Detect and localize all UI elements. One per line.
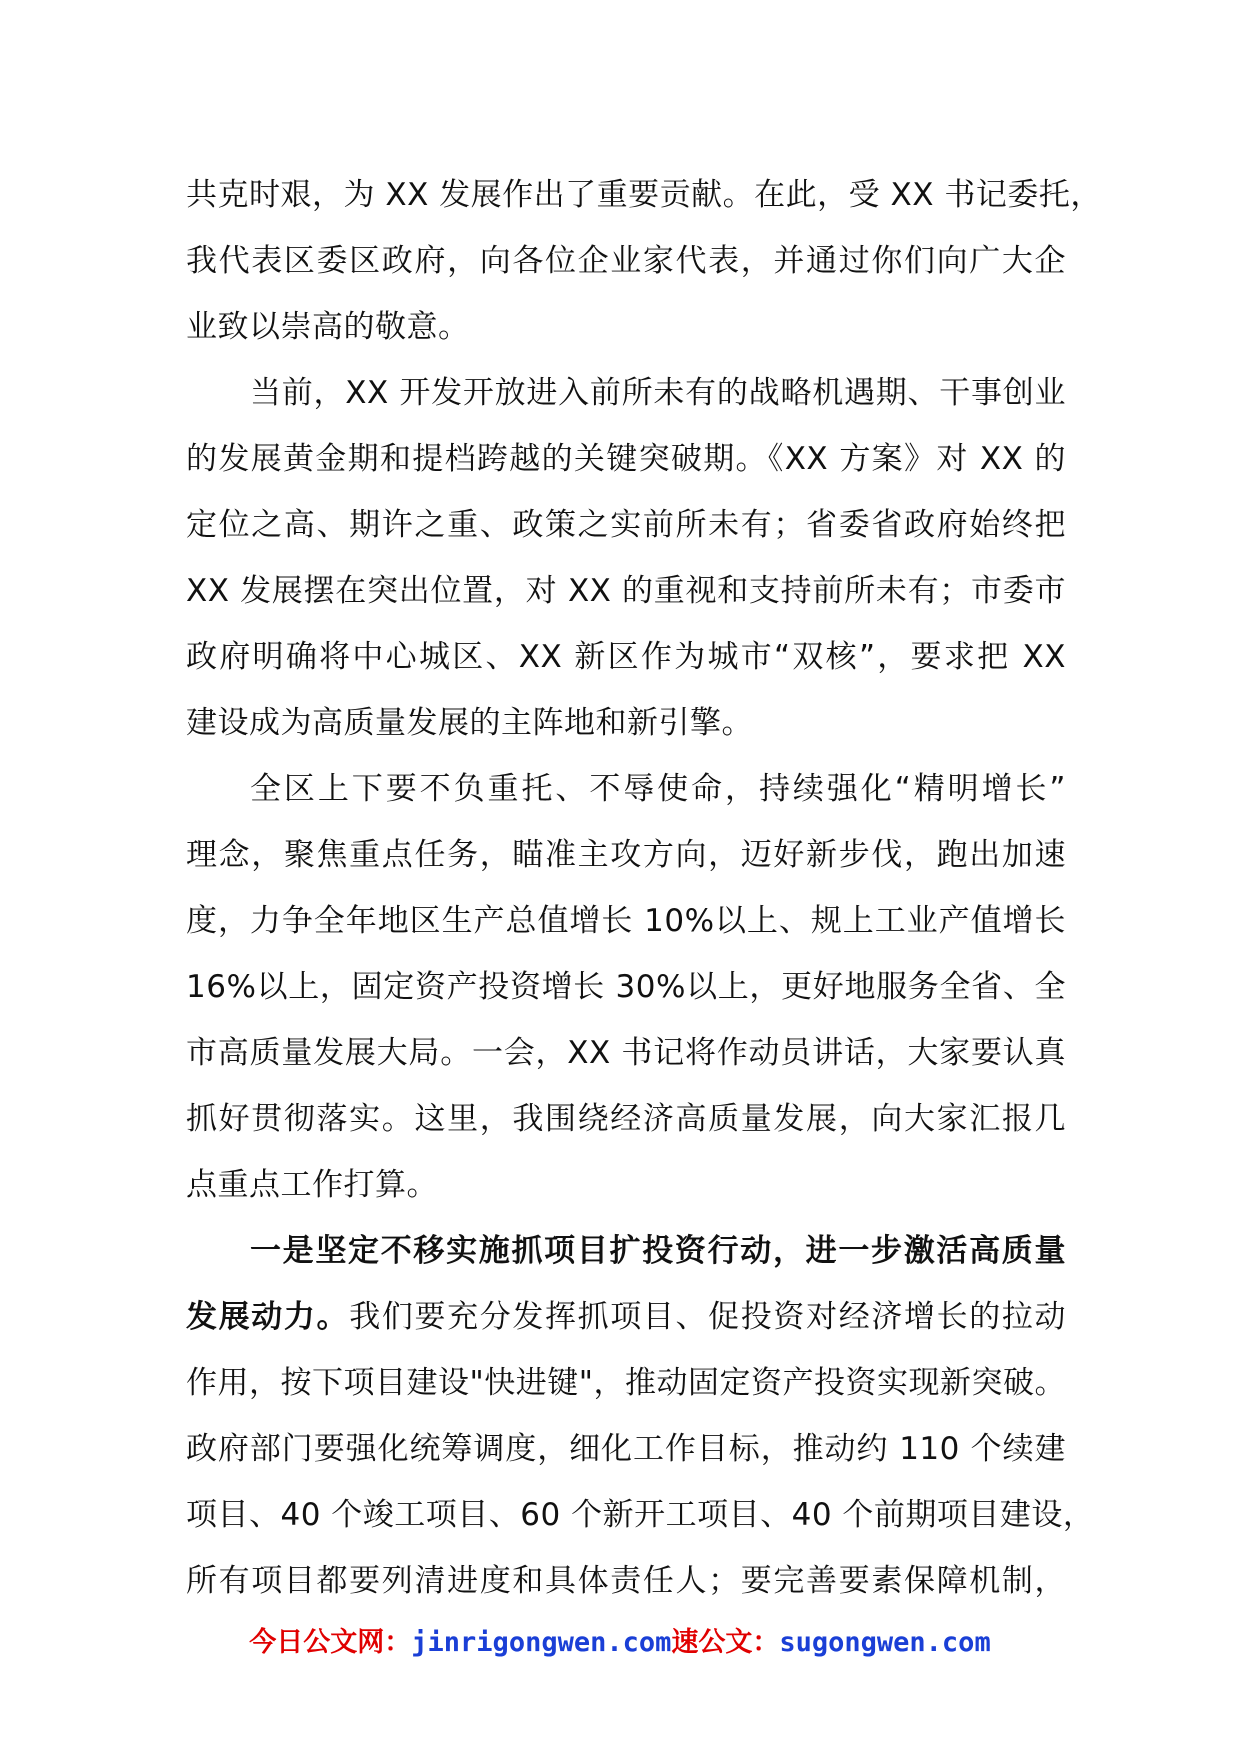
paragraph-4-line-2-rest: 我们要充分发挥抓项目、促投资对经济增长的拉动 xyxy=(349,1299,1067,1335)
paragraph-2-line-4: XX 发展摆在突出位置，对 XX 的重视和支持前所未有；市委市 xyxy=(186,573,1066,609)
footer-site2-label: 速公文： xyxy=(671,1627,780,1658)
document-body xyxy=(186,162,1102,1614)
paragraph-4-line-6: 所有项目都要列清进度和具体责任人；要完善要素保障机制， xyxy=(186,1563,1066,1599)
paragraph-4-line-5: 项目、40 个竣工项目、60 个新开工项目、40 个前期项目建设， xyxy=(186,1497,1095,1533)
paragraph-2-line-2: 的发展黄金期和提档跨越的关键突破期。《XX 方案》对 XX 的 xyxy=(186,441,1066,477)
paragraph-2-line-3: 定位之高、期许之重、政策之实前所未有；省委省政府始终把 xyxy=(186,507,1066,543)
paragraph-3-line-1: 全区上下要不负重托、不辱使命，持续强化“精明增长” xyxy=(250,771,1066,807)
paragraph-2-line-5: 政府明确将中心城区、XX 新区作为城市“双核”，要求把 XX xyxy=(186,639,1066,675)
paragraph-1-line-2: 我代表区委区政府，向各位企业家代表，并通过你们向广大企 xyxy=(186,243,1066,279)
paragraph-4-heading-line-1: 一是坚定不移实施抓项目扩投资行动，进一步激活高质量 xyxy=(250,1233,1066,1269)
paragraph-4-line-3: 作用，按下项目建设"快进键"，推动固定资产投资实现新突破。 xyxy=(186,1365,1067,1401)
footer-site1-link[interactable]: jinrigongwen.com xyxy=(411,1627,672,1658)
paragraph-3-line-5: 市高质量发展大局。一会，XX 书记将作动员讲话，大家要认真 xyxy=(186,1035,1066,1071)
footer-site1-label: 今日公文网： xyxy=(249,1627,412,1658)
paragraph-3-line-2: 理念，聚焦重点任务，瞄准主攻方向，迈好新步伐，跑出加速 xyxy=(186,837,1066,873)
paragraph-2-line-1: 当前，XX 开发开放进入前所未有的战略机遇期、干事创业 xyxy=(250,375,1066,411)
paragraph-3-line-3: 度，力争全年地区生产总值增长 10%以上、规上工业产值增长 xyxy=(186,903,1066,939)
paragraph-3-line-6: 抓好贯彻落实。这里，我围绕经济高质量发展，向大家汇报几 xyxy=(186,1101,1066,1137)
paragraph-3-line-7: 点重点工作打算。 xyxy=(186,1167,438,1203)
paragraph-4-line-4: 政府部门要强化统筹调度，细化工作目标，推动约 110 个续建 xyxy=(186,1431,1066,1467)
paragraph-4-heading-line-2: 发展动力。 xyxy=(186,1299,350,1335)
footer-watermark xyxy=(0,1620,1240,1659)
paragraph-4-line-2 xyxy=(186,1284,1066,1350)
paragraph-1-line-1: 共克时艰，为 XX 发展作出了重要贡献。在此，受 XX 书记委托， xyxy=(186,177,1102,213)
footer-site2-link[interactable]: sugongwen.com xyxy=(779,1627,991,1658)
paragraph-2-line-6: 建设成为高质量发展的主阵地和新引擎。 xyxy=(186,705,753,741)
paragraph-1-line-3: 业致以崇高的敬意。 xyxy=(186,309,470,345)
paragraph-3-line-4: 16%以上，固定资产投资增长 30%以上，更好地服务全省、全 xyxy=(186,969,1066,1005)
